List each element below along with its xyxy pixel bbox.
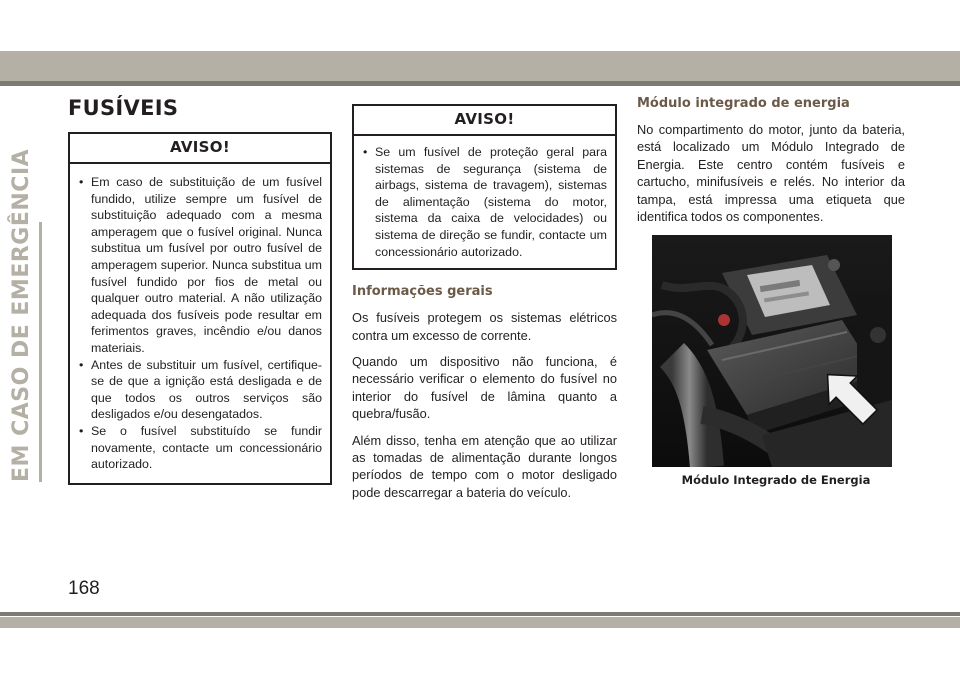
footer-band [0, 617, 960, 628]
warning-box-2 [352, 104, 617, 270]
body-paragraph: No compartimento do motor, junto da bateria, está localizado um Módulo Integrado de Energia. Este centro contém fusíveis e cartucho, minifusíveis e relés. No interior da tampa, está impressa uma etiqueta que identifica todos os componentes. [637, 122, 905, 225]
section-title: FUSÍVEIS [68, 96, 179, 120]
warning-title: AVISO! [70, 134, 330, 164]
left-column [68, 96, 332, 485]
warning-item: • Antes de substituir um fusível, certifique-se de que a ignição está desligada e de que todos os outros serviços são desligados e/ou desengatados. [78, 357, 322, 423]
subsection-title: Informações gerais [352, 284, 493, 300]
header-band [0, 51, 960, 81]
engine-compartment-photo [652, 235, 892, 467]
body-paragraph: Os fusíveis protegem os sistemas elétricos contra um excesso de corrente. [352, 310, 617, 343]
body-paragraph: Quando um dispositivo não funciona, é necessário verificar o elemento do fusível no interior do fusível de lâmina quanto a quebra/fusão. [352, 353, 617, 422]
warning-item: • Se um fusível de proteção geral para sistemas de segurança (sistema de airbags, sistema de travagem), sistemas de alimentação (sistema do motor, sistema da caixa de velocidades) ou sistema de direção se fundir, contacte um concessionário autorizado. [362, 144, 607, 260]
figure-caption: Módulo Integrado de Energia [681, 473, 871, 488]
warning-item: • Em caso de substituição de um fusível fundido, utilize sempre um fusível de substituição adequado com a mesma amperagem que o fusível original. Nunca substitua um fusível por outro fusível de amperagem superior. Nunca substitua um fusível fundido por fios de metal ou qualquer outro material. A não utilização adequada dos fusíveis pode resultar em ferimentos graves, incêndio e/ou danos materiais. [78, 174, 322, 357]
warning-item: • Se o fusível substituído se fundir novamente, contacte um concessionário autorizado. [78, 423, 322, 473]
right-column [637, 96, 905, 487]
warning-box-1 [68, 132, 332, 485]
warning-list [70, 164, 330, 483]
chapter-side-label: EM CASO DE EMERGÊNCIA [2, 222, 42, 482]
body-paragraph: Além disso, tenha em atenção que ao utilizar as tomadas de alimentação durante longos períodos de tempo com o motor desligado pode descarregar a bateria do veículo. [352, 432, 617, 500]
header-rule [0, 81, 960, 86]
warning-title: AVISO! [354, 106, 615, 136]
warning-list [354, 136, 615, 268]
middle-column [352, 104, 617, 510]
subsection-title: Módulo integrado de energia [637, 96, 850, 111]
footer-rule [0, 612, 960, 616]
page-number: 168 [68, 578, 100, 599]
